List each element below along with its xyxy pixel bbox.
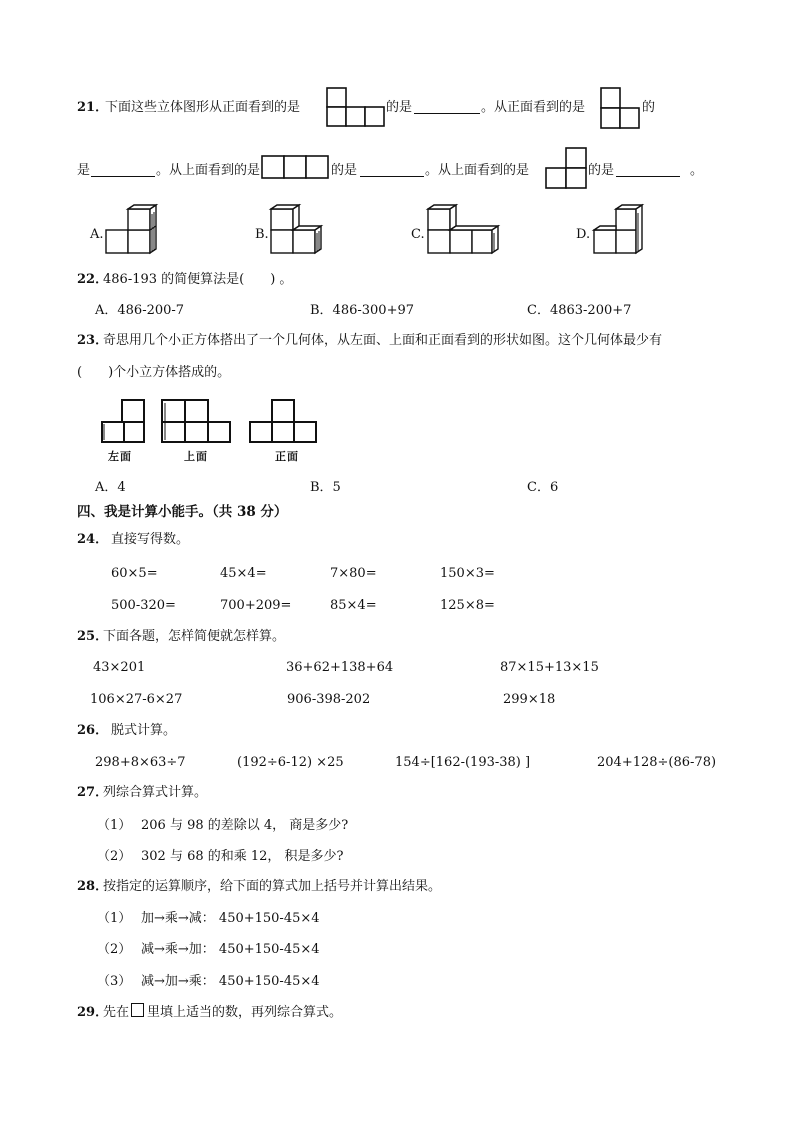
- question-number: 24．: [77, 532, 109, 547]
- problem: 43×201: [93, 660, 146, 675]
- problem: (192÷6-12) ×25: [237, 755, 344, 770]
- problem: 36+62+138+64: [286, 660, 394, 675]
- question-text: 486-193 的简便算法是( ) 。: [103, 272, 293, 287]
- question-number: 26．: [77, 723, 109, 738]
- question-text: 列综合算式计算。: [103, 785, 208, 800]
- problem: 298+8×63÷7: [95, 755, 186, 770]
- question-text: 。从上面看到的是: [425, 163, 530, 178]
- problem: 299×18: [503, 692, 556, 707]
- question-text: 下面各题，怎样简便就怎样算。: [103, 629, 286, 644]
- view-label-top: 上面: [184, 450, 208, 463]
- question-text: 是: [77, 163, 91, 178]
- question-text: ( )个小立方体搭成的。: [77, 365, 231, 380]
- cube-figure-b: [269, 205, 327, 257]
- problem: 500-320=: [111, 598, 176, 613]
- sub-question: 206 与 98 的差除以 4， 商是多少?: [141, 818, 349, 833]
- question-text: 。从上面看到的是: [156, 163, 261, 178]
- front-view-figure-1: [325, 86, 385, 128]
- question-text: 的是: [588, 163, 615, 178]
- sub-index: （2）: [97, 942, 132, 957]
- question-text: 下面这些立体图形从正面看到的是: [105, 100, 301, 115]
- problem: 87×15+13×15: [500, 660, 599, 675]
- option-label-d: D.: [576, 227, 591, 242]
- question-text: 。: [690, 163, 704, 178]
- question-text: 的是: [386, 100, 413, 115]
- option-label-a: A.: [90, 227, 104, 242]
- option-b[interactable]: B．486-300+97: [310, 303, 415, 318]
- sub-question: 减→加→乘： 450+150-45×4: [141, 974, 320, 989]
- option-a[interactable]: A．486-200-7: [95, 303, 185, 318]
- front-view-figure-2: [599, 86, 641, 130]
- problem: 85×4=: [330, 598, 377, 613]
- option-label-c: C.: [411, 227, 425, 242]
- question-text: 。从正面看到的是: [481, 100, 586, 115]
- problem: 125×8=: [440, 598, 495, 613]
- question-text: 的: [642, 100, 656, 115]
- question-text: 的是: [331, 163, 358, 178]
- top-view-figure-1: [260, 154, 330, 180]
- answer-blank[interactable]: [414, 102, 480, 114]
- problem: 60×5=: [111, 566, 158, 581]
- sub-index: （2）: [97, 849, 132, 864]
- question-text: 直接写得数。: [111, 532, 190, 547]
- problem: 150×3=: [440, 566, 495, 581]
- problem: 700+209=: [220, 598, 292, 613]
- question-text: 先在: [103, 1005, 130, 1020]
- front-view-figure: [248, 398, 320, 444]
- cube-figure-d: [592, 205, 644, 257]
- sub-question: 加→乘→减： 450+150-45×4: [141, 911, 320, 926]
- question-text: 按指定的运算顺序，给下面的算式加上括号并计算出结果。: [103, 879, 442, 894]
- question-text: 奇思用几个小正方体搭出了一个几何体，从左面、上面和正面看到的形状如图。这个几何体最少有: [103, 333, 663, 348]
- option-a[interactable]: A．4: [95, 480, 126, 495]
- option-label-b: B.: [255, 227, 269, 242]
- answer-blank[interactable]: [91, 165, 155, 177]
- sub-question: 302 与 68 的和乘 12， 积是多少?: [141, 849, 344, 864]
- top-view-figure-2: [544, 146, 588, 190]
- question-number: 22．: [77, 272, 109, 287]
- sub-question: 减→乘→加： 450+150-45×4: [141, 942, 320, 957]
- problem: 204+128÷(86-78): [597, 755, 717, 770]
- problem: 7×80=: [330, 566, 377, 581]
- question-number: 23．: [77, 333, 109, 348]
- view-label-left: 左面: [108, 450, 132, 463]
- problem: 154÷[162-(193-38) ]: [395, 755, 531, 770]
- question-number: 29．: [77, 1005, 109, 1020]
- cube-figure-a: [104, 205, 160, 257]
- left-view-figure: [100, 398, 148, 444]
- option-b[interactable]: B．5: [310, 480, 341, 495]
- question-number: 25．: [77, 629, 109, 644]
- option-c[interactable]: C．6: [527, 480, 559, 495]
- sub-index: （1）: [97, 818, 132, 833]
- view-label-front: 正面: [275, 450, 299, 463]
- question-number: 27．: [77, 785, 109, 800]
- question-text: 脱式计算。: [111, 723, 177, 738]
- option-c[interactable]: C．4863-200+7: [527, 303, 632, 318]
- fill-in-box[interactable]: [131, 1003, 144, 1017]
- top-view-figure: [160, 398, 234, 444]
- section-title: 四、我是计算小能手。（共 38 分）: [77, 504, 288, 520]
- question-number: 28．: [77, 879, 109, 894]
- question-number: 21．: [77, 100, 109, 115]
- question-text: 里填上适当的数，再列综合算式。: [147, 1005, 343, 1020]
- cube-figure-c: [426, 205, 498, 257]
- answer-blank[interactable]: [360, 165, 424, 177]
- problem: 106×27-6×27: [90, 692, 183, 707]
- problem: 906-398-202: [287, 692, 371, 707]
- sub-index: （1）: [97, 911, 132, 926]
- sub-index: （3）: [97, 974, 132, 989]
- problem: 45×4=: [220, 566, 267, 581]
- answer-blank[interactable]: [616, 165, 680, 177]
